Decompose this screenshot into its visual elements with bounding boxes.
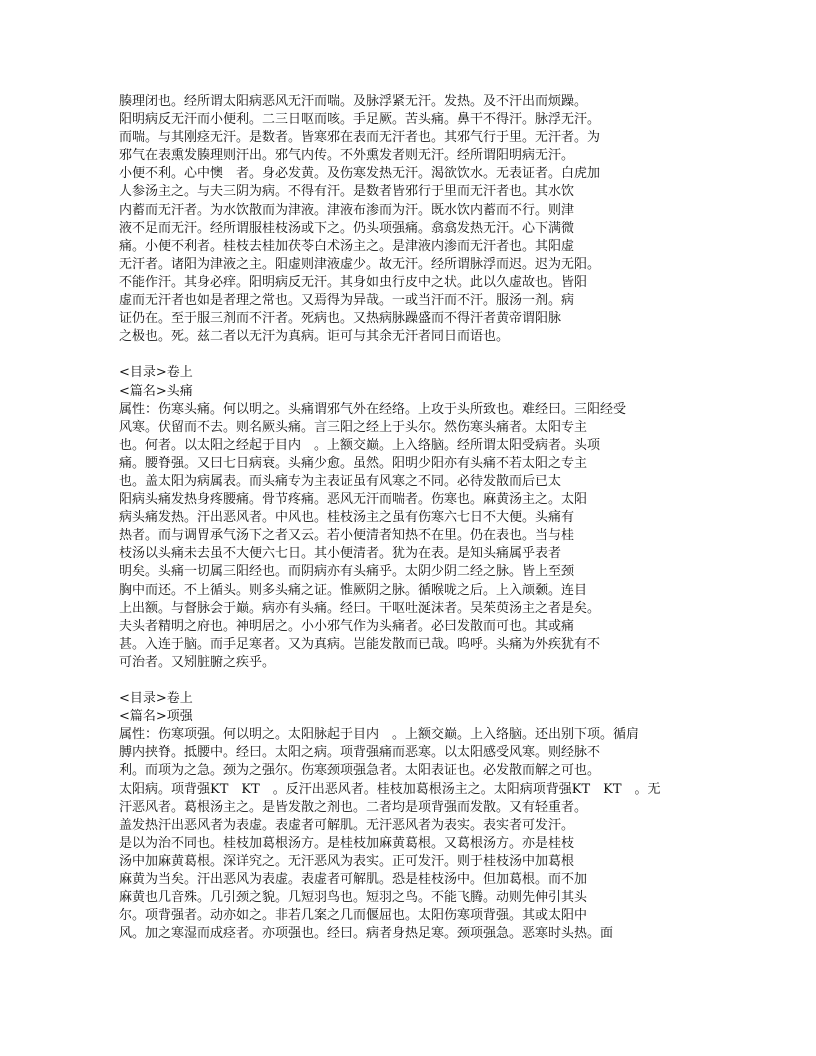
- section-header-line: <目录>卷上: [119, 691, 193, 707]
- text-line: 也。何者。以太阳之经起于目内 。上额交巅。上入络脑。经所谓太阳受病者。头项: [119, 437, 601, 453]
- text-line: 内蓄而无汗者。为水饮散而为津液。津液布渗而为汗。既水饮内蓄而不行。则津: [119, 202, 575, 218]
- text-line: 盖发热汗出恶风者为表虚。表虚者可解肌。无汗恶风者为表实。表实者可发汗。: [119, 817, 575, 833]
- text-line: 也。盖太阳为病属表。而头痛专为主表证虽有风寒之不同。必待发散而后已太: [119, 473, 562, 489]
- paragraph-neck-stiffness: [119, 726, 699, 943]
- text-line: 小便不利。心中懊 者。身必发黄。及伤寒发热无汗。渴欲饮水。无表证者。白虎加: [119, 166, 601, 182]
- text-line: 虚而无汗者也如是者理之常也。又焉得为异哉。一或当汗而不汗。服汤一剂。病: [119, 293, 575, 309]
- text-line: 而喘。与其刚痉无汗。是数者。皆寒邪在表而无汗者也。其邪气行于里。无汗者。为: [119, 130, 601, 146]
- section-headache-header: [119, 364, 699, 400]
- text-line: 属性：伤寒头痛。何以明之。头痛谓邪气外在经络。上攻于头所致也。难经曰。三阳经受: [119, 401, 627, 417]
- text-line: 风。加之寒湿而成痉者。亦项强也。经曰。病者身热足寒。颈项强急。恶寒时头热。面: [119, 926, 614, 942]
- text-line: 热者。而与调胃承气汤下之者又云。若小便清者知热不在里。仍在表也。当与桂: [119, 528, 575, 544]
- text-line: 病头痛发热。汗出恶风者。中风也。桂枝汤主之虽有伤寒六七日不大便。头痛有: [119, 510, 575, 526]
- section-gap: [119, 346, 699, 364]
- text-line: 阳明病反无汗而小便利。二三日呕而咳。手足厥。苦头痛。鼻干不得汗。脉浮无汗。: [119, 112, 601, 128]
- text-line: 属性：伤寒项强。何以明之。太阳脉起于目内 。上额交巅。上入络脑。还出别下项。循肩: [119, 727, 640, 743]
- text-line: 胸中而还。不上循头。则多头痛之证。惟厥阴之脉。循喉咙之后。上入颃颡。连目: [119, 582, 588, 598]
- text-line: 夫头者精明之府也。神明居之。小小邪气作为头痛者。必曰发散而可也。其或痛: [119, 618, 575, 634]
- text-line: 麻黄为当矣。汗出恶风为表虚。表虚者可解肌。恐是桂枝汤中。但加葛根。而不加: [119, 872, 588, 888]
- text-line: 麻黄也几音殊。几引颈之貌。几短羽鸟也。短羽之鸟。不能飞腾。动则先伸引其头: [119, 890, 588, 906]
- text-line: 邪气在表熏发腠理则汗出。邪气内传。不外熏发者则无汗。经所谓阳明病无汗。: [119, 148, 575, 164]
- text-line: 阳病头痛发热身疼腰痛。骨节疼痛。恶风无汗而喘者。伤寒也。麻黄汤主之。太阳: [119, 492, 588, 508]
- section-header-line: <篇名>项强: [119, 709, 193, 725]
- text-line: 膊内挟脊。抵腰中。经曰。太阳之病。项背强痛而恶寒。以太阳感受风寒。则经脉不: [119, 745, 601, 761]
- paragraph-no-sweat: [119, 93, 699, 346]
- text-line: 人参汤主之。与夫三阴为病。不得有汗。是数者皆邪行于里而无汗者也。其水饮: [119, 184, 575, 200]
- text-line: 不能作汗。其身必痒。阳明病反无汗。其身如虫行皮中之状。此以久虚故也。皆阳: [119, 274, 588, 290]
- text-line: 液不足而无汗。经所谓服桂枝汤或下之。仍头项强痛。翕翕发热无汗。心下满微: [119, 220, 575, 236]
- text-line: 痛。腰脊强。又曰七日病衰。头痛少愈。虽然。阳明少阳亦有头痛不若太阳之专主: [119, 455, 588, 471]
- text-line: 风寒。伏留而不去。则名厥头痛。言三阳之经上于头尔。然伤寒头痛者。太阳专主: [119, 419, 588, 435]
- text-line: 汗恶风者。葛根汤主之。是皆发散之剂也。二者均是项背强而发散。又有轻重者。: [119, 799, 588, 815]
- text-line: 甚。入连于脑。而手足寒者。又为真病。岂能发散而已哉。呜呼。头痛为外疾犹有不: [119, 636, 601, 652]
- section-header-line: <目录>卷上: [119, 365, 193, 381]
- text-line: 枝汤以头痛未去虽不大便六七日。其小便清者。犹为在表。是知头痛属乎表者: [119, 546, 562, 562]
- text-line: 利。而项为之急。颈为之强尔。伤寒颈项强急者。太阳表证也。必发散而解之可也。: [119, 763, 601, 779]
- text-line: 汤中加麻黄葛根。深详究之。无汗恶风为表实。正可发汗。则于桂枝汤中加葛根: [119, 853, 575, 869]
- paragraph-headache: [119, 401, 699, 672]
- section-neck-stiffness-header: [119, 690, 699, 726]
- text-line: 是以为治不同也。桂枝加葛根汤方。是桂枝加麻黄葛根。又葛根汤方。亦是桂枝: [119, 835, 575, 851]
- text-line: 上出额。与督脉会于巅。病亦有头痛。经曰。干呕吐涎沫者。吴茱萸汤主之者是矣。: [119, 600, 601, 616]
- text-line: 证仍在。至于服三剂而不汗者。死病也。又热病脉躁盛而不得汗者黄帝谓阳脉: [119, 311, 562, 327]
- text-line: 尔。项背强者。动亦如之。非若几案之几而偃屈也。太阳伤寒项背强。其或太阳中: [119, 908, 588, 924]
- document-page: [119, 93, 699, 943]
- text-line: 腠理闭也。经所谓太阳病恶风无汗而喘。及脉浮紧无汗。发热。及不汗出而烦躁。: [119, 94, 588, 109]
- text-line: 之极也。死。兹二者以无汗为真病。讵可与其余无汗者同日而语也。: [119, 329, 510, 345]
- text-line: 痛。小便不利者。桂枝去桂加茯苓白术汤主之。是津液内渗而无汗者也。其阳虚: [119, 238, 575, 254]
- text-line: 无汗者。诸阳为津液之主。阳虚则津液虚少。故无汗。经所谓脉浮而迟。迟为无阳。: [119, 256, 601, 272]
- text-line: 太阳病。项背强KT KT 。反汗出恶风者。桂枝加葛根汤主之。太阳病项背强KT KT 。无: [119, 781, 661, 797]
- text-line: 明矣。头痛一切属三阳经也。而阴病亦有头痛乎。太阴少阴二经之脉。皆上至颈: [119, 564, 575, 580]
- section-header-line: <篇名>头痛: [119, 383, 193, 399]
- text-line: 可治者。又矧脏腑之疾乎。: [119, 654, 276, 670]
- section-gap: [119, 672, 699, 690]
